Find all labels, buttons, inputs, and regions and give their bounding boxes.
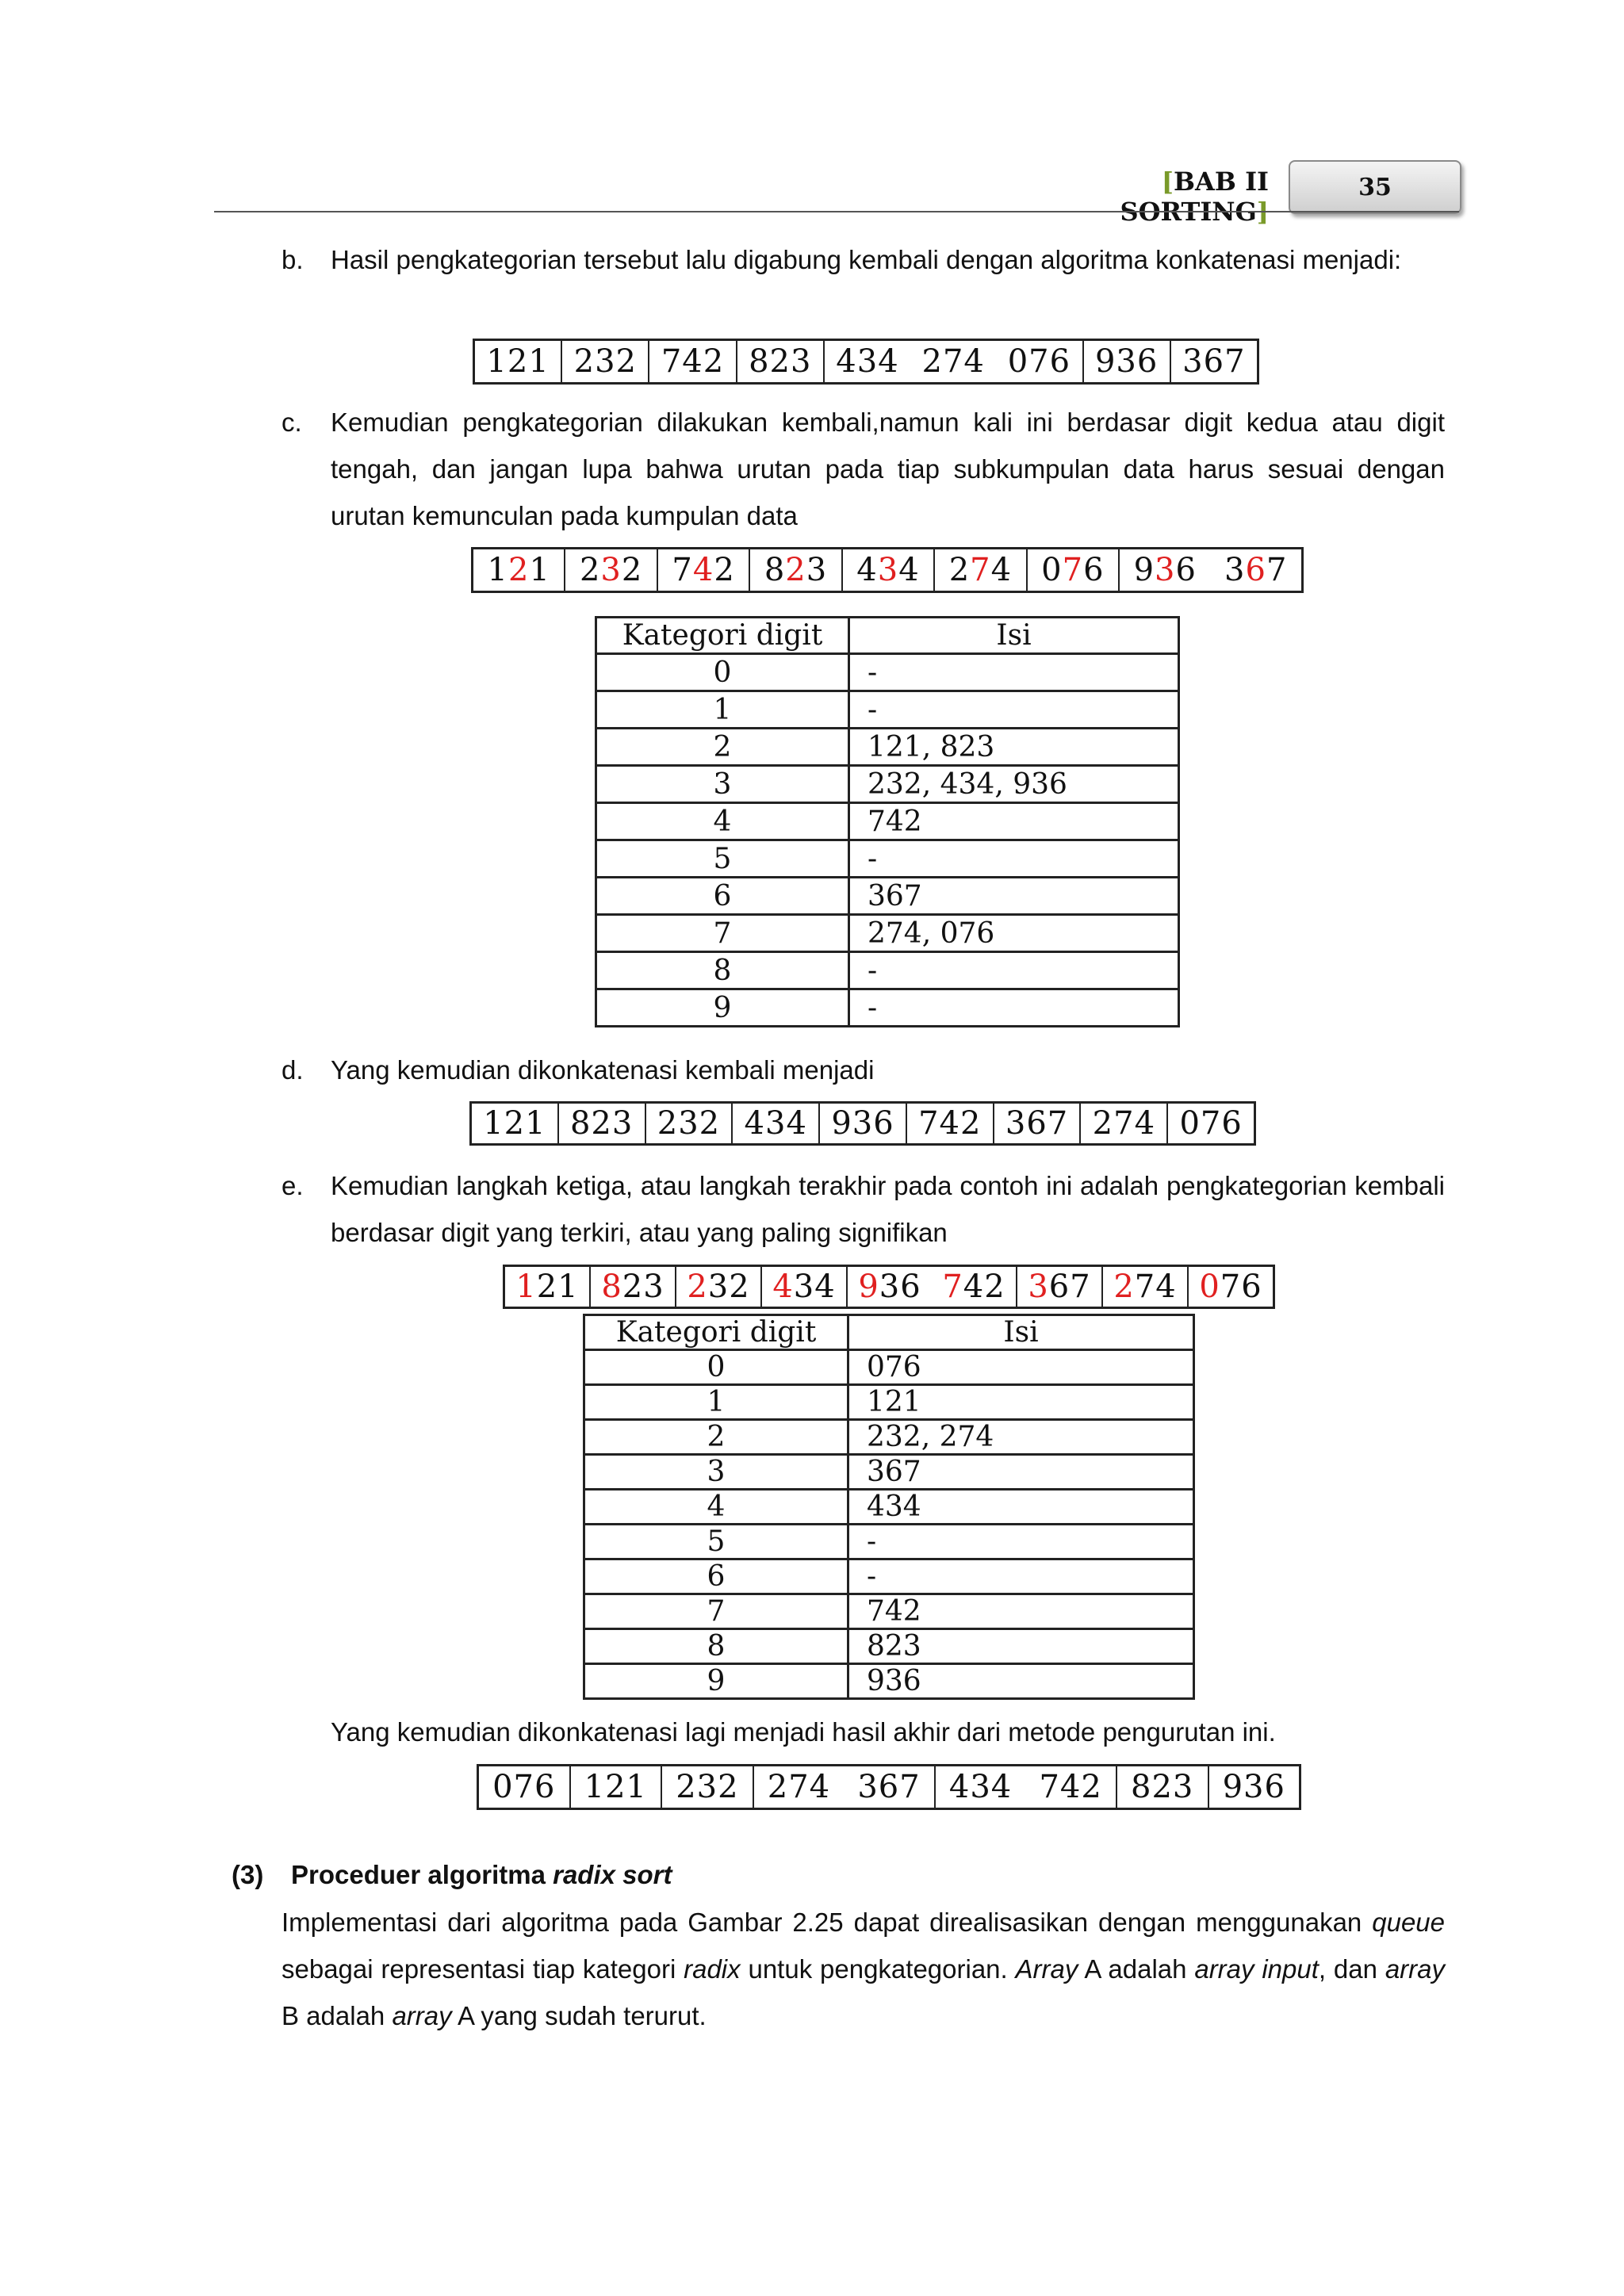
content-cell: 076 <box>848 1350 1194 1385</box>
number-cell <box>1189 1267 1273 1307</box>
category-cell: 7 <box>596 915 849 952</box>
number-cell <box>591 1267 676 1307</box>
content-cell: - <box>848 1525 1194 1559</box>
header-divider <box>214 211 1459 212</box>
number-cell: 936 <box>1084 341 1171 382</box>
section-3-title-plain: Proceduer algoritma <box>291 1860 553 1889</box>
content-cell: 274, 076 <box>849 915 1179 952</box>
highlighted-digit: 4 <box>772 1269 794 1305</box>
number-cell: 274 <box>767 1769 831 1805</box>
category-cell: 4 <box>596 803 849 840</box>
category-cell: 1 <box>596 691 849 729</box>
body-text: A adalah <box>1078 1954 1195 1984</box>
italic-term: array <box>1385 1954 1445 1984</box>
digit: 4 <box>898 552 920 588</box>
table-row <box>596 878 1179 915</box>
number-cell <box>565 549 657 591</box>
content-cell: 232, 274 <box>848 1420 1194 1455</box>
digit: 42 <box>963 1269 1005 1305</box>
number-cell: 434 <box>836 343 899 380</box>
category-cell: 6 <box>584 1559 848 1594</box>
category-cell: 1 <box>584 1385 848 1420</box>
number-cell: 367 <box>994 1104 1082 1143</box>
digit: 7 <box>1266 552 1288 588</box>
table-row <box>596 729 1179 766</box>
step-b-marker: b. <box>282 245 304 274</box>
table-row <box>596 840 1179 878</box>
highlighted-digit: 6 <box>1245 552 1266 588</box>
highlighted-digit: 7 <box>1062 552 1084 588</box>
highlighted-digit: 2 <box>1113 1269 1135 1305</box>
content-cell: 232, 434, 936 <box>849 766 1179 803</box>
body-text: , dan <box>1318 1954 1385 1984</box>
table-row <box>584 1664 1194 1699</box>
highlighted-digit: 1 <box>515 1269 537 1305</box>
table-row <box>584 1385 1194 1420</box>
category-cell: 9 <box>596 989 849 1027</box>
section-3-title <box>291 1851 672 1898</box>
step-d-text: Yang kemudian dikonkatenasi kembali menjadi <box>331 1055 875 1085</box>
step-d-marker: d. <box>282 1055 304 1085</box>
category-cell: 4 <box>584 1490 848 1525</box>
highlighted-digit: 8 <box>601 1269 622 1305</box>
number-cell: 742 <box>1025 1766 1117 1808</box>
number-cell <box>848 1267 932 1307</box>
number-cell <box>935 549 1027 591</box>
table-row <box>584 1629 1194 1664</box>
table-header-category: Kategori digit <box>596 618 849 654</box>
digit: 0 <box>1041 552 1063 588</box>
table-row <box>596 915 1179 952</box>
digit: 21 <box>536 1269 579 1305</box>
page-number-badge <box>1289 160 1461 214</box>
section-3-body <box>282 1899 1445 2039</box>
number-cell <box>1211 549 1301 591</box>
table-row <box>596 691 1179 729</box>
number-cell <box>762 1267 848 1307</box>
digit: 76 <box>1220 1269 1262 1305</box>
digit: 2 <box>579 552 601 588</box>
number-cell: 823 <box>559 1104 646 1143</box>
section-3-number: (3) <box>232 1860 264 1889</box>
step-d-number-row <box>469 1101 1256 1146</box>
step-c-text: Kemudian pengkategorian dilakukan kembali,namun kali ini berdasar digit kedua atau digit tengah, dan jangan lupa bahwa urutan pada tiap subkumpulan data harus sesuai dengan urutan kemunculan pada kumpulan data <box>331 408 1445 530</box>
number-cell: 121 <box>472 1104 559 1143</box>
body-text: Implementasi dari algoritma pada Gambar 2.25 dapat direalisasikan dengan menggunakan <box>282 1908 1373 1937</box>
table-header-content: Isi <box>848 1315 1194 1350</box>
digit: 7 <box>672 552 693 588</box>
table-row <box>584 1525 1194 1559</box>
number-cell: 823 <box>737 341 825 382</box>
final-result-number-row <box>477 1764 1301 1810</box>
number-cell: 232 <box>562 341 649 382</box>
step-e-result-text: Yang kemudian dikonkatenasi lagi menjadi hasil akhir dari metode pengurutan ini. <box>331 1717 1276 1747</box>
step-b-number-row <box>473 339 1259 385</box>
step-b-text: Hasil pengkategorian tersebut lalu digabung kembali dengan algoritma konkatenasi menjadi: <box>331 245 1402 274</box>
italic-term: queue <box>1372 1908 1445 1937</box>
category-cell: 0 <box>584 1350 848 1385</box>
table-row <box>596 803 1179 840</box>
body-text: A yang sudah terurut. <box>451 2001 707 2030</box>
number-cell <box>1017 1267 1103 1307</box>
digit: 4 <box>856 552 878 588</box>
category-cell: 9 <box>584 1664 848 1699</box>
category-cell: 3 <box>584 1455 848 1490</box>
content-cell: 823 <box>848 1629 1194 1664</box>
table-row <box>584 1559 1194 1594</box>
category-cell: 8 <box>596 952 849 989</box>
running-header <box>1031 166 1269 227</box>
page-number: 35 <box>1358 173 1392 201</box>
category-cell: 2 <box>596 729 849 766</box>
digit: 32 <box>707 1269 750 1305</box>
number-cell <box>1120 549 1210 591</box>
digit: 8 <box>764 552 786 588</box>
number-cell: 367 <box>1182 343 1246 380</box>
highlighted-digit: 3 <box>1028 1269 1049 1305</box>
content-cell: - <box>849 654 1179 691</box>
step-e-text: Kemudian langkah ketiga, atau langkah terakhir pada contoh ini adalah pengkategorian kembali berdasar digit yang terkiri, atau yang paling signifikan <box>331 1171 1445 1247</box>
number-cell <box>505 1267 591 1307</box>
highlighted-digit: 3 <box>877 552 899 588</box>
category-cell: 3 <box>596 766 849 803</box>
step-e-category-table <box>583 1314 1195 1700</box>
number-cell: 742 <box>649 341 737 382</box>
table-row <box>596 989 1179 1027</box>
highlighted-digit: 2 <box>687 1269 708 1305</box>
category-cell: 2 <box>584 1420 848 1455</box>
number-cell <box>843 549 935 591</box>
number-cell <box>932 1267 1017 1307</box>
digit: 3 <box>806 552 828 588</box>
number-cell: 434 <box>733 1104 820 1143</box>
digit: 34 <box>793 1269 836 1305</box>
number-cell: 823 <box>1117 1766 1209 1808</box>
highlighted-digit: 0 <box>1199 1269 1220 1305</box>
number-cell: 076 <box>1179 1105 1243 1142</box>
number-cell <box>1028 549 1120 591</box>
digit: 6 <box>1175 552 1197 588</box>
table-row <box>596 654 1179 691</box>
content-cell: - <box>848 1559 1194 1594</box>
content-cell: 367 <box>849 878 1179 915</box>
digit: 4 <box>990 552 1013 588</box>
digit: 2 <box>621 552 643 588</box>
number-cell: 742 <box>907 1104 994 1143</box>
digit: 2 <box>714 552 735 588</box>
table-row <box>584 1350 1194 1385</box>
category-cell: 8 <box>584 1629 848 1664</box>
highlighted-digit: 7 <box>970 552 991 588</box>
table-header-content: Isi <box>849 618 1179 654</box>
number-cell: 076 <box>479 1766 571 1808</box>
number-cell <box>473 549 565 591</box>
highlighted-digit: 2 <box>785 552 806 588</box>
number-cell: 274 <box>1081 1104 1168 1143</box>
table-row <box>584 1420 1194 1455</box>
table-header-category: Kategori digit <box>584 1315 848 1350</box>
content-cell: 121, 823 <box>849 729 1179 766</box>
step-e-marker: e. <box>282 1171 304 1200</box>
table-row <box>596 952 1179 989</box>
number-cell: 121 <box>475 341 562 382</box>
digit: 2 <box>948 552 971 588</box>
category-cell: 5 <box>596 840 849 878</box>
content-cell: 742 <box>848 1594 1194 1629</box>
digit: 23 <box>622 1269 665 1305</box>
digit: 6 <box>1083 552 1105 588</box>
number-cell: 232 <box>662 1766 754 1808</box>
step-c-category-table <box>595 616 1180 1027</box>
content-cell: 742 <box>849 803 1179 840</box>
category-cell: 5 <box>584 1525 848 1559</box>
digit: 74 <box>1134 1269 1177 1305</box>
highlighted-digit: 9 <box>858 1269 879 1305</box>
body-text: untuk pengkategorian. <box>740 1954 1016 1984</box>
bracket-close: ] <box>1256 197 1269 227</box>
highlighted-digit: 4 <box>692 552 714 588</box>
italic-term: array <box>392 2001 452 2030</box>
category-cell: 7 <box>584 1594 848 1629</box>
number-cell: 434 <box>948 1769 1013 1805</box>
table-row <box>584 1455 1194 1490</box>
table-row <box>596 766 1179 803</box>
highlighted-digit: 7 <box>942 1269 963 1305</box>
step-c-number-row <box>471 547 1304 593</box>
digit: 9 <box>1133 552 1155 588</box>
number-cell <box>676 1267 762 1307</box>
content-cell: - <box>849 691 1179 729</box>
table-row <box>584 1490 1194 1525</box>
step-c-marker: c. <box>282 408 302 437</box>
number-cell: 936 <box>1222 1769 1285 1805</box>
italic-term: radix <box>684 1954 741 1984</box>
number-cell: 076 <box>996 341 1083 382</box>
content-cell: 367 <box>848 1455 1194 1490</box>
content-cell: 434 <box>848 1490 1194 1525</box>
content-cell: - <box>849 952 1179 989</box>
body-text: sebagai representasi tiap kategori <box>282 1954 684 1984</box>
bracket-open: [ <box>1161 166 1174 197</box>
chapter-title: BAB II SORTING <box>1120 166 1269 227</box>
content-cell: - <box>849 840 1179 878</box>
number-cell <box>750 549 842 591</box>
digit: 67 <box>1048 1269 1091 1305</box>
content-cell: 121 <box>848 1385 1194 1420</box>
italic-term: array input <box>1194 1954 1319 1984</box>
number-cell: 232 <box>646 1104 733 1143</box>
content-cell: 936 <box>848 1664 1194 1699</box>
number-cell <box>658 549 750 591</box>
number-cell: 274 <box>921 343 985 380</box>
digit: 3 <box>1224 552 1246 588</box>
step-e-number-row <box>503 1265 1275 1309</box>
category-cell: 0 <box>596 654 849 691</box>
digit: 1 <box>529 552 550 588</box>
number-cell <box>1103 1267 1189 1307</box>
highlighted-digit: 3 <box>600 552 622 588</box>
number-cell: 121 <box>571 1766 663 1808</box>
section-3-title-italic: radix sort <box>553 1860 672 1889</box>
digit: 36 <box>879 1269 921 1305</box>
highlighted-digit: 3 <box>1155 552 1176 588</box>
highlighted-digit: 2 <box>508 552 530 588</box>
category-cell: 6 <box>596 878 849 915</box>
table-row <box>584 1594 1194 1629</box>
italic-term: Array <box>1015 1954 1078 1984</box>
number-cell: 367 <box>844 1766 936 1808</box>
digit: 1 <box>487 552 508 588</box>
content-cell: - <box>849 989 1179 1027</box>
body-text: B adalah <box>282 2001 393 2030</box>
number-cell: 936 <box>820 1104 907 1143</box>
